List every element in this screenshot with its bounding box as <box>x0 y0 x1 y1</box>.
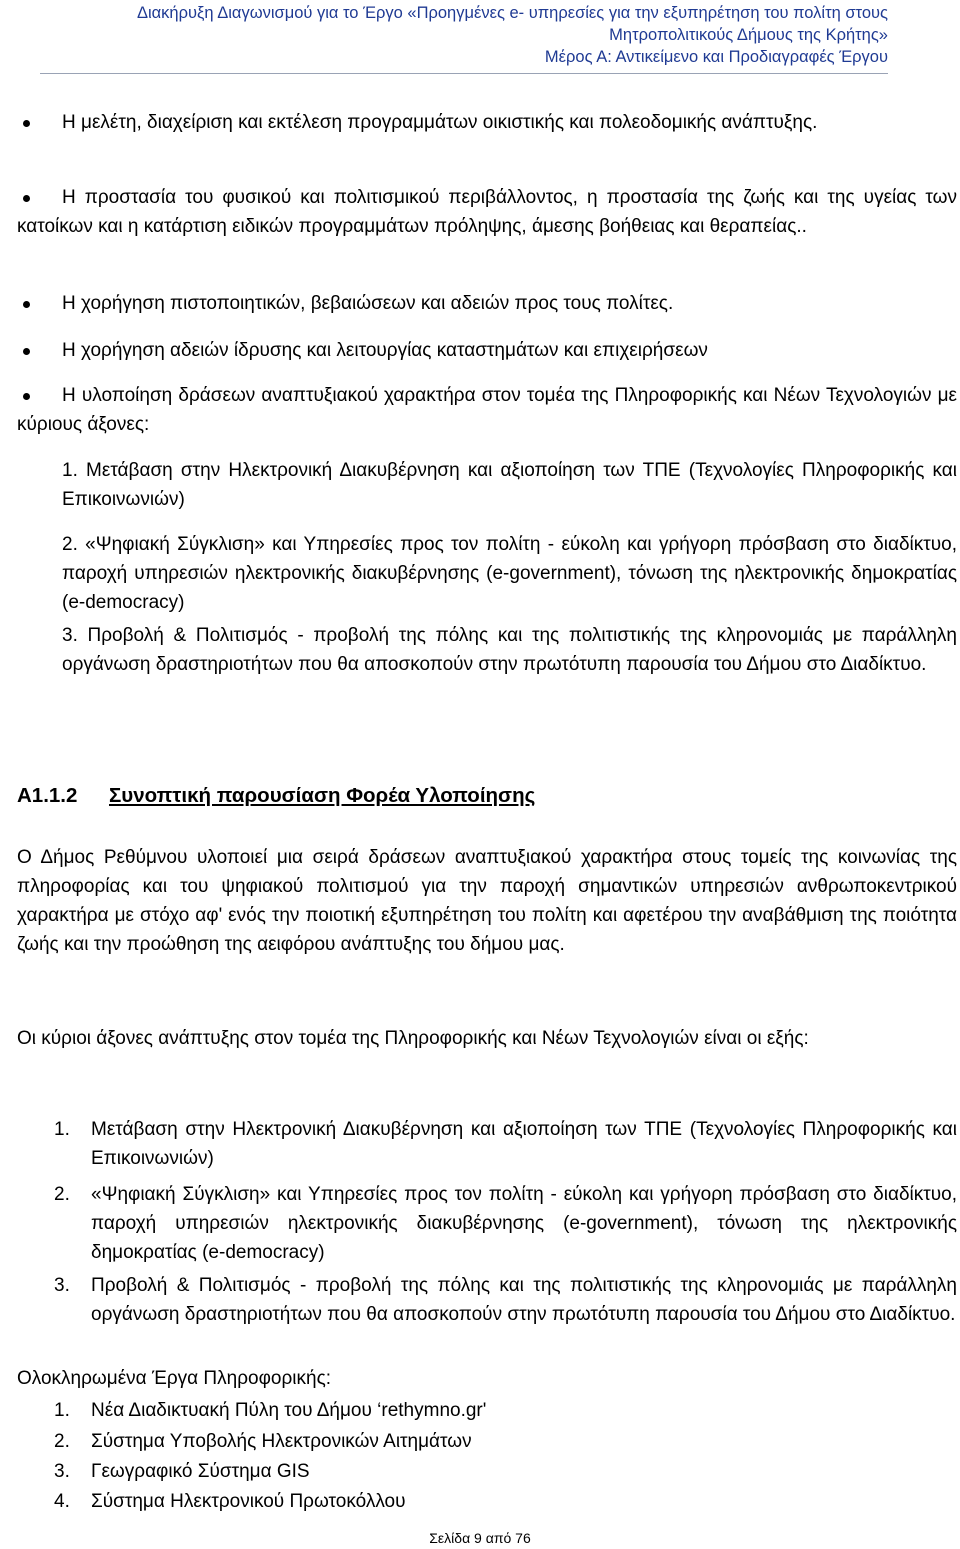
bullet-icon <box>23 393 30 400</box>
paragraph: Ο Δήμος Ρεθύμνου υλοποιεί μια σειρά δράσεων αναπτυξιακού χαρακτήρα στους τομείς της κοινωνίας της πληροφορίας και του ψηφιακού πολιτισμού για την παροχή σημαντικών υπηρεσιών ανθρωποκεντρικού χαρακτήρα με στόχο αφ' ενός την ποιοτική εξυπηρέτηση του πολίτη και αφετέρου την αναβάθμιση της ποιότητα ζωής και την προώθηση της αειφόρου ανάπτυξης του δήμου μας. <box>17 847 957 955</box>
inline-list-item: 1. Μετάβαση στην Ηλεκτρονική Διακυβέρνηση και αξιοποίηση των ΤΠΕ (Τεχνολογίες Πληροφορικής και Επικοινωνιών) <box>62 460 957 510</box>
bullet-icon <box>23 120 30 127</box>
inline-list-item: 2. «Ψηφιακή Σύγκλιση» και Υπηρεσίες προς τον πολίτη - εύκολη και γρήγορη πρόσβαση στο διαδίκτυο, παροχή υπηρεσιών ηλεκτρονικής διακυβέρνησης (e-government), τόνωση της ηλεκτρονικής δημοκρατίας (e-democracy) <box>62 534 957 613</box>
page-header <box>40 0 888 74</box>
list-item: 4. Σύστημα Ηλεκτρονικού Πρωτοκόλλου <box>54 1491 406 1512</box>
bullet-item: Η υλοποίηση δράσεων αναπτυξιακού χαρακτήρα στον τομέα της Πληροφορικής και Νέων Τεχνολογιών με κύριους άξονες: <box>17 385 957 435</box>
bullet-item: Η χορήγηση πιστοποιητικών, βεβαιώσεων και αδειών προς τους πολίτες. <box>17 289 957 318</box>
list-item: 1. Μετάβαση στην Ηλεκτρονική Διακυβέρνηση και αξιοποίηση των ΤΠΕ (Τεχνολογίες Πληροφορικής και Επικοινωνιών) <box>54 1119 957 1169</box>
section-title: Συνοπτική παρουσίαση Φορέα Υλοποίησης <box>109 784 536 807</box>
bullet-item: Η χορήγηση αδειών ίδρυσης και λειτουργίας καταστημάτων και επιχειρήσεων <box>17 336 957 365</box>
paragraph: Οι κύριοι άξονες ανάπτυξης στον τομέα της Πληροφορικής και Νέων Τεχνολογιών είναι οι εξής: <box>17 1028 809 1049</box>
bullet-item: Η προστασία του φυσικού και πολιτισμικού περιβάλλοντος, η προστασία της ζωής και της υγείας των κατοίκων και η κατάρτιση ειδικών προγραμμάτων πρόληψης, άμεσης βοήθειας και θεραπείας.. <box>17 187 957 237</box>
list-item: 1. Νέα Διαδικτυακή Πύλη του Δήμου ‘rethymno.gr' <box>54 1400 487 1421</box>
header-line-1: Διακήρυξη Διαγωνισμού για το Έργο «Προηγμένες e- υπηρεσίες για την εξυπηρέτηση του πολίτη στους <box>136 4 888 22</box>
list-item: 2. Σύστημα Υποβολής Ηλεκτρονικών Αιτημάτων <box>54 1431 472 1452</box>
section-heading <box>17 781 535 811</box>
completed-label: Ολοκληρωμένα Έργα Πληροφορικής: <box>17 1368 332 1389</box>
bullet-icon <box>23 348 30 355</box>
inline-list-item: 3. Προβολή & Πολιτισμός - προβολή της πόλης και της πολιτιστικής της κληρονομιάς με παράλληλη οργάνωση δραστηριοτήτων που θα αποσκοπούν στην πρωτότυπη παρουσία του Δήμου στο Διαδίκτυο. <box>62 625 957 675</box>
page-number: Σελίδα 9 από 76 <box>429 1530 531 1546</box>
section-number: Α1.1.2 <box>17 784 78 807</box>
list-item: 3. Προβολή & Πολιτισμός - προβολή της πόλης και της πολιτιστικής της κληρονομιάς με παράλληλη οργάνωση δραστηριοτήτων που θα αποσκοπούν στην πρωτότυπη παρουσία του Δήμου στο Διαδίκτυο. <box>54 1275 957 1325</box>
bullet-item: Η μελέτη, διαχείριση και εκτέλεση προγραμμάτων οικιστικής και πολεοδομικής ανάπτυξης. <box>17 108 957 137</box>
header-line-2: Μητροπολιτικούς Δήμους της Κρήτης» <box>609 26 888 44</box>
list-item: 3. Γεωγραφικό Σύστημα GIS <box>54 1461 310 1482</box>
bullet-icon <box>23 301 30 308</box>
bullet-icon <box>23 195 30 202</box>
list-item: 2. «Ψηφιακή Σύγκλιση» και Υπηρεσίες προς τον πολίτη - εύκολη και γρήγορη πρόσβαση στο διαδίκτυο, παροχή υπηρεσιών ηλεκτρονικής διακυβέρνησης (e-government), τόνωση της ηλεκτρονικής δημοκρατίας (e-democracy) <box>54 1184 957 1263</box>
header-line-3: Μέρος Α: Αντικείμενο και Προδιαγραφές Έργου <box>544 48 888 66</box>
